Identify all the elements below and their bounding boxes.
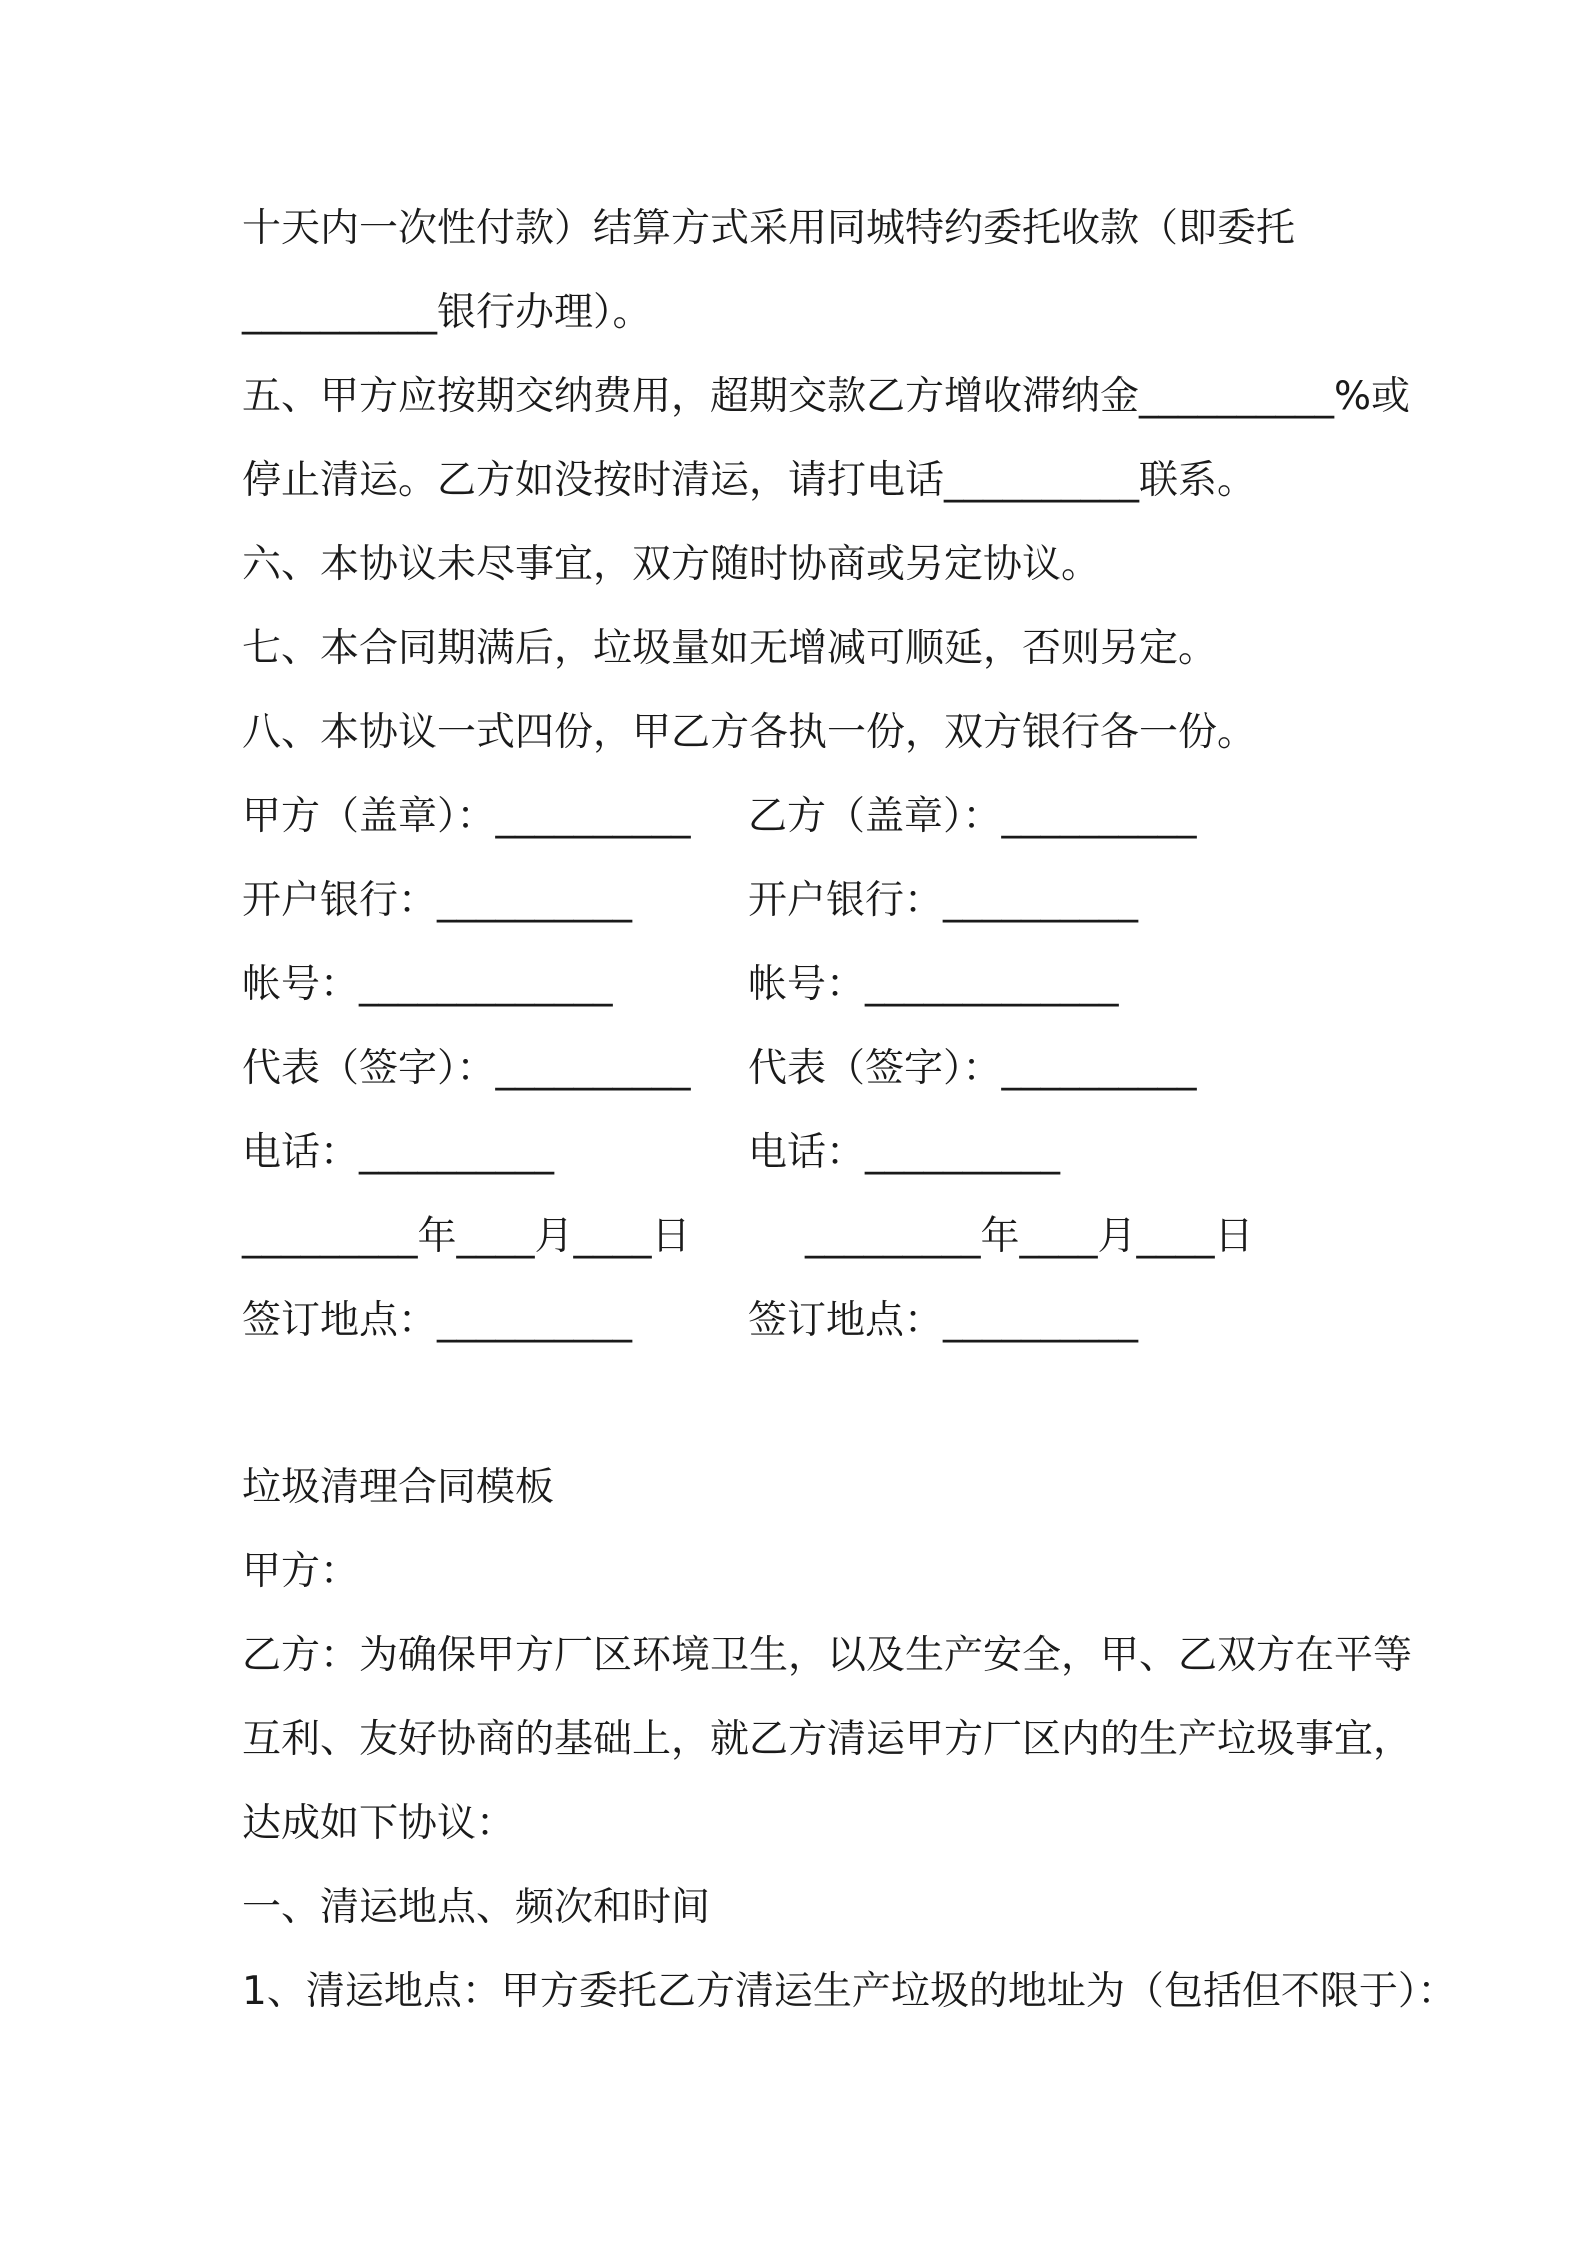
- party-b-account: 帐号：_____________: [748, 962, 1119, 1007]
- template-section-1-heading: 一、清运地点、频次和时间: [242, 1885, 711, 1930]
- clause-7: 七、本合同期满后，垃圾量如无增减可顺延，否则另定。: [242, 626, 1218, 671]
- template-party-a: 甲方：: [242, 1549, 360, 1594]
- party-a-account: 帐号：_____________: [242, 962, 613, 1007]
- template-item-1: 1、清运地点：甲方委托乙方清运生产垃圾的地址为（包括但不限于）：: [242, 1969, 1457, 2014]
- party-b-bank: 开户银行：__________: [748, 878, 1139, 923]
- party-b-phone: 电话：__________: [748, 1130, 1061, 1175]
- clause-6: 六、本协议未尽事宜，双方随时协商或另定协议。: [242, 542, 1101, 587]
- party-a-seal: 甲方（盖章）：__________: [242, 794, 691, 839]
- party-b-signing-place: 签订地点：__________: [748, 1298, 1139, 1343]
- party-a-date: _________年____月____日: [242, 1214, 691, 1259]
- party-a-signing-place: 签订地点：__________: [242, 1298, 633, 1343]
- party-a-phone: 电话：__________: [242, 1130, 555, 1175]
- clause-5-line-2: 停止清运。乙方如没按时清运，请打电话__________联系。: [242, 458, 1257, 503]
- template-party-b-intro: 乙方：为确保甲方厂区环境卫生，以及生产安全，甲、乙双方在平等: [242, 1633, 1413, 1678]
- clause-8: 八、本协议一式四份，甲乙方各执一份，双方银行各一份。: [242, 710, 1257, 755]
- template-title: 垃圾清理合同模板: [242, 1465, 555, 1510]
- party-b-seal: 乙方（盖章）：__________: [748, 794, 1197, 839]
- paragraph-bank-handling: __________银行办理）。: [242, 290, 652, 335]
- template-intro-line-2: 互利、友好协商的基础上，就乙方清运甲方厂区内的生产垃圾事宜，: [242, 1717, 1413, 1762]
- party-b-representative: 代表（签字）：__________: [748, 1046, 1197, 1091]
- party-b-date: _________年____月____日: [805, 1214, 1254, 1259]
- paragraph-payment-method: 十天内一次性付款）结算方式采用同城特约委托收款（即委托: [242, 206, 1296, 251]
- party-a-bank: 开户银行：__________: [242, 878, 633, 923]
- clause-5-line-1: 五、甲方应按期交纳费用，超期交款乙方增收滞纳金__________%或: [242, 374, 1411, 419]
- party-a-representative: 代表（签字）：__________: [242, 1046, 691, 1091]
- template-intro-line-3: 达成如下协议：: [242, 1801, 516, 1846]
